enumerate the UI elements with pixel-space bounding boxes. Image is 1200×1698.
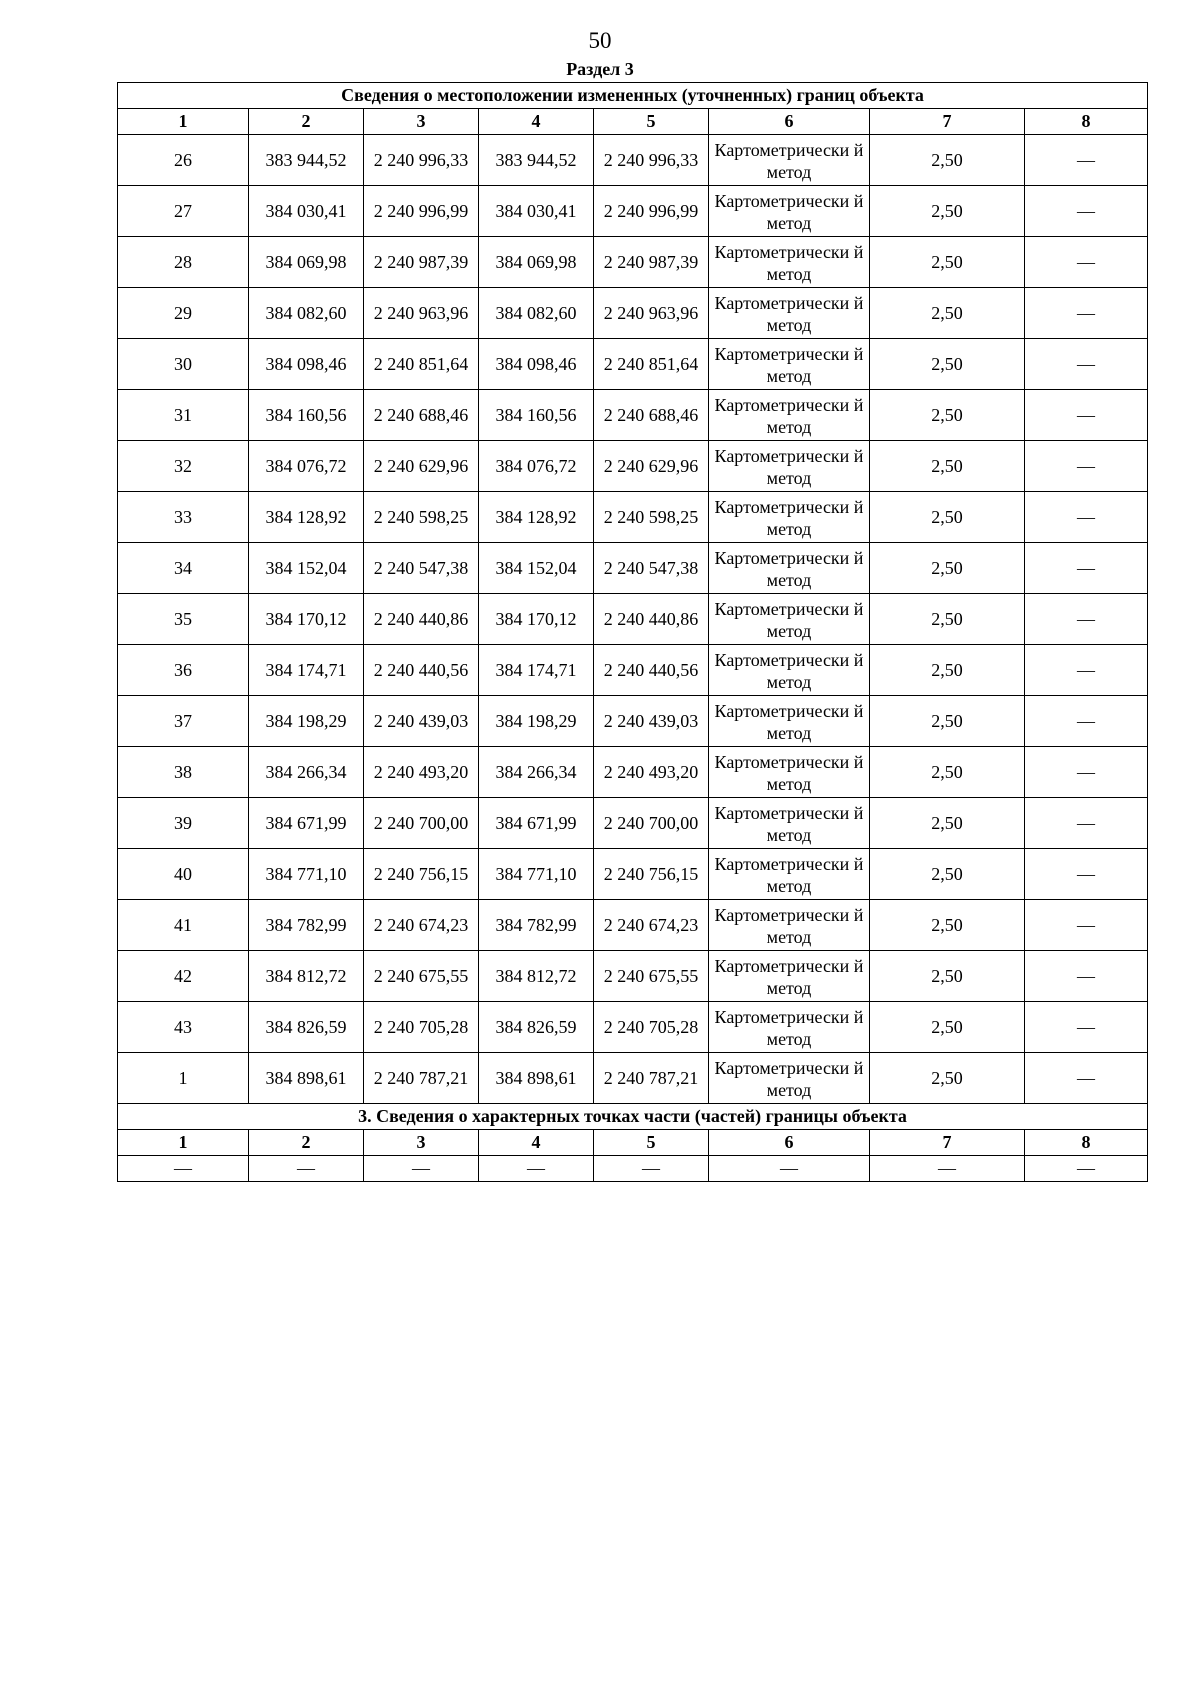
column-number-row [118, 109, 1148, 135]
table-cell-col-6: Картометрически й метод [709, 849, 870, 900]
table-cell-col-3: 2 240 987,39 [364, 237, 479, 288]
table-cell-col-1: 41 [118, 900, 249, 951]
column-number-row-cell-1: 1 [118, 109, 249, 135]
table-cell-col-3: 2 240 996,33 [364, 135, 479, 186]
empty-row [118, 1156, 1148, 1182]
table-row [118, 951, 1148, 1002]
table-cell-col-7: 2,50 [870, 288, 1025, 339]
column-number-row-cell-6: 6 [709, 109, 870, 135]
table-cell-col-2: 384 671,99 [249, 798, 364, 849]
table-cell-col-5: 2 240 547,38 [594, 543, 709, 594]
table-cell-col-7: 2,50 [870, 543, 1025, 594]
table-cell-col-8: — [1025, 492, 1148, 543]
table-cell-col-6: Картометрически й метод [709, 951, 870, 1002]
table-cell-col-4: 384 782,99 [479, 900, 594, 951]
table-cell-col-3: 2 240 547,38 [364, 543, 479, 594]
table-cell-col-1: 36 [118, 645, 249, 696]
table-cell-col-1: 29 [118, 288, 249, 339]
table-row [118, 1002, 1148, 1053]
empty-row-cell-1: — [118, 1156, 249, 1182]
table-cell-col-6: Картометрически й метод [709, 645, 870, 696]
table-row [118, 390, 1148, 441]
table-cell-col-3: 2 240 756,15 [364, 849, 479, 900]
empty-row-cell-3: — [364, 1156, 479, 1182]
column-number-row-cell-3: 3 [364, 109, 479, 135]
table-cell-col-6: Картометрически й метод [709, 900, 870, 951]
table-cell-col-4: 384 812,72 [479, 951, 594, 1002]
table-cell-col-2: 384 160,56 [249, 390, 364, 441]
table-cell-col-6: Картометрически й метод [709, 1053, 870, 1104]
table-cell-col-4: 384 128,92 [479, 492, 594, 543]
table-cell-col-5: 2 240 987,39 [594, 237, 709, 288]
table-cell-col-2: 384 128,92 [249, 492, 364, 543]
table-cell-col-6: Картометрически й метод [709, 288, 870, 339]
table-cell-col-7: 2,50 [870, 1002, 1025, 1053]
table-cell-col-7: 2,50 [870, 237, 1025, 288]
table-cell-col-6: Картометрически й метод [709, 594, 870, 645]
table-cell-col-2: 384 898,61 [249, 1053, 364, 1104]
table-cell-col-1: 34 [118, 543, 249, 594]
table-cell-col-5: 2 240 440,86 [594, 594, 709, 645]
table-cell-col-2: 384 826,59 [249, 1002, 364, 1053]
table-cell-col-5: 2 240 439,03 [594, 696, 709, 747]
empty-row-cell-8: — [1025, 1156, 1148, 1182]
table-cell-col-7: 2,50 [870, 696, 1025, 747]
table-cell-col-5: 2 240 674,23 [594, 900, 709, 951]
table-cell-col-8: — [1025, 186, 1148, 237]
table-cell-col-6: Картометрически й метод [709, 186, 870, 237]
table-cell-col-1: 43 [118, 1002, 249, 1053]
table-cell-col-7: 2,50 [870, 951, 1025, 1002]
column-number-row-2-cell-1: 1 [118, 1130, 249, 1156]
table-cell-col-7: 2,50 [870, 849, 1025, 900]
table-cell-col-3: 2 240 440,56 [364, 645, 479, 696]
table-cell-col-1: 26 [118, 135, 249, 186]
table-cell-col-4: 384 174,71 [479, 645, 594, 696]
column-number-row-2-cell-6: 6 [709, 1130, 870, 1156]
column-number-row-2-cell-2: 2 [249, 1130, 364, 1156]
column-number-row-2-cell-3: 3 [364, 1130, 479, 1156]
column-number-row-cell-7: 7 [870, 109, 1025, 135]
table-row [118, 798, 1148, 849]
table-cell-col-3: 2 240 700,00 [364, 798, 479, 849]
table-cell-col-2: 384 198,29 [249, 696, 364, 747]
table-cell-col-3: 2 240 629,96 [364, 441, 479, 492]
table-cell-col-4: 384 152,04 [479, 543, 594, 594]
table-cell-col-1: 1 [118, 1053, 249, 1104]
table-cell-col-1: 28 [118, 237, 249, 288]
table-row [118, 441, 1148, 492]
table-cell-col-7: 2,50 [870, 798, 1025, 849]
table-cell-col-8: — [1025, 798, 1148, 849]
table-cell-col-5: 2 240 787,21 [594, 1053, 709, 1104]
table-cell-col-6: Картометрически й метод [709, 135, 870, 186]
table-cell-col-3: 2 240 787,21 [364, 1053, 479, 1104]
table-cell-col-8: — [1025, 441, 1148, 492]
table-cell-col-3: 2 240 439,03 [364, 696, 479, 747]
table-cell-col-7: 2,50 [870, 492, 1025, 543]
column-number-row-2-cell-7: 7 [870, 1130, 1025, 1156]
table-cell-col-2: 384 098,46 [249, 339, 364, 390]
table-cell-col-4: 384 170,12 [479, 594, 594, 645]
table-cell-col-7: 2,50 [870, 900, 1025, 951]
table-cell-col-5: 2 240 688,46 [594, 390, 709, 441]
table-row [118, 186, 1148, 237]
table-cell-col-8: — [1025, 390, 1148, 441]
table-cell-col-3: 2 240 493,20 [364, 747, 479, 798]
table-cell-col-3: 2 240 440,86 [364, 594, 479, 645]
table-cell-col-7: 2,50 [870, 747, 1025, 798]
table-cell-col-1: 37 [118, 696, 249, 747]
table-cell-col-7: 2,50 [870, 186, 1025, 237]
table-cell-col-2: 384 030,41 [249, 186, 364, 237]
table-cell-col-7: 2,50 [870, 594, 1025, 645]
table-cell-col-6: Картометрически й метод [709, 339, 870, 390]
table-cell-col-5: 2 240 440,56 [594, 645, 709, 696]
empty-row-cell-2: — [249, 1156, 364, 1182]
table-cell-col-6: Картометрически й метод [709, 390, 870, 441]
empty-row-cell-5: — [594, 1156, 709, 1182]
table-cell-col-5: 2 240 705,28 [594, 1002, 709, 1053]
table-cell-col-3: 2 240 675,55 [364, 951, 479, 1002]
table-row [118, 288, 1148, 339]
table-banner-boundaries [118, 83, 1148, 109]
table-row [118, 900, 1148, 951]
table-cell-col-4: 383 944,52 [479, 135, 594, 186]
table-cell-col-4: 384 160,56 [479, 390, 594, 441]
table-cell-col-8: — [1025, 645, 1148, 696]
table-cell-col-5: 2 240 851,64 [594, 339, 709, 390]
table-cell-col-4: 384 898,61 [479, 1053, 594, 1104]
table-row [118, 849, 1148, 900]
table-cell-col-8: — [1025, 135, 1148, 186]
table-cell-col-8: — [1025, 900, 1148, 951]
table-cell-col-4: 384 266,34 [479, 747, 594, 798]
table-cell-col-8: — [1025, 543, 1148, 594]
table-cell-col-2: 384 152,04 [249, 543, 364, 594]
table-cell-col-8: — [1025, 1053, 1148, 1104]
page-number: 50 [588, 28, 612, 53]
table-cell-col-8: — [1025, 1002, 1148, 1053]
coordinates-table [117, 82, 1148, 1182]
table-cell-col-2: 384 076,72 [249, 441, 364, 492]
table-cell-col-5: 2 240 629,96 [594, 441, 709, 492]
table-cell-col-6: Картометрически й метод [709, 441, 870, 492]
table-cell-col-4: 384 826,59 [479, 1002, 594, 1053]
empty-row-cell-6: — [709, 1156, 870, 1182]
table-cell-col-5: 2 240 996,33 [594, 135, 709, 186]
table-cell-col-1: 39 [118, 798, 249, 849]
table-cell-col-2: 384 812,72 [249, 951, 364, 1002]
table-banner-part-points-cell: 3. Сведения о характерных точках части (частей) границы объекта [118, 1104, 1148, 1130]
table-cell-col-5: 2 240 756,15 [594, 849, 709, 900]
table-row [118, 645, 1148, 696]
column-number-row-2-cell-4: 4 [479, 1130, 594, 1156]
column-number-row-cell-8: 8 [1025, 109, 1148, 135]
table-row [118, 1053, 1148, 1104]
table-cell-col-3: 2 240 688,46 [364, 390, 479, 441]
table-cell-col-1: 42 [118, 951, 249, 1002]
table-cell-col-6: Картометрически й метод [709, 543, 870, 594]
table-cell-col-4: 384 198,29 [479, 696, 594, 747]
column-number-row-cell-2: 2 [249, 109, 364, 135]
table-cell-col-7: 2,50 [870, 135, 1025, 186]
table-cell-col-8: — [1025, 237, 1148, 288]
table-row [118, 594, 1148, 645]
table-cell-col-4: 384 076,72 [479, 441, 594, 492]
table-cell-col-6: Картометрически й метод [709, 492, 870, 543]
table-cell-col-8: — [1025, 594, 1148, 645]
table-cell-col-3: 2 240 851,64 [364, 339, 479, 390]
table-cell-col-3: 2 240 996,99 [364, 186, 479, 237]
table-row [118, 747, 1148, 798]
table-cell-col-5: 2 240 996,99 [594, 186, 709, 237]
table-cell-col-6: Картометрически й метод [709, 696, 870, 747]
table-cell-col-2: 383 944,52 [249, 135, 364, 186]
table-cell-col-5: 2 240 700,00 [594, 798, 709, 849]
table-cell-col-8: — [1025, 747, 1148, 798]
table-cell-col-4: 384 671,99 [479, 798, 594, 849]
table-cell-col-8: — [1025, 288, 1148, 339]
table-cell-col-3: 2 240 598,25 [364, 492, 479, 543]
table-cell-col-5: 2 240 675,55 [594, 951, 709, 1002]
table-cell-col-8: — [1025, 696, 1148, 747]
table-cell-col-1: 35 [118, 594, 249, 645]
table-cell-col-7: 2,50 [870, 339, 1025, 390]
table-cell-col-6: Картометрически й метод [709, 747, 870, 798]
table-cell-col-8: — [1025, 951, 1148, 1002]
table-cell-col-2: 384 782,99 [249, 900, 364, 951]
table-cell-col-3: 2 240 705,28 [364, 1002, 479, 1053]
table-banner-boundaries-cell: Сведения о местоположении измененных (уточненных) границ объекта [118, 83, 1148, 109]
table-cell-col-8: — [1025, 849, 1148, 900]
table-cell-col-2: 384 174,71 [249, 645, 364, 696]
table-cell-col-1: 32 [118, 441, 249, 492]
table-cell-col-2: 384 082,60 [249, 288, 364, 339]
table-cell-col-1: 27 [118, 186, 249, 237]
empty-row-cell-7: — [870, 1156, 1025, 1182]
table-row [118, 339, 1148, 390]
table-row [118, 696, 1148, 747]
table-cell-col-4: 384 030,41 [479, 186, 594, 237]
table-cell-col-6: Картометрически й метод [709, 1002, 870, 1053]
column-number-row-2 [118, 1130, 1148, 1156]
table-row [118, 543, 1148, 594]
table-cell-col-2: 384 170,12 [249, 594, 364, 645]
table-cell-col-7: 2,50 [870, 441, 1025, 492]
table-cell-col-5: 2 240 493,20 [594, 747, 709, 798]
table-cell-col-1: 40 [118, 849, 249, 900]
table-row [118, 237, 1148, 288]
table-cell-col-6: Картометрически й метод [709, 798, 870, 849]
empty-row-cell-4: — [479, 1156, 594, 1182]
table-cell-col-7: 2,50 [870, 390, 1025, 441]
table-cell-col-4: 384 082,60 [479, 288, 594, 339]
table-cell-col-5: 2 240 598,25 [594, 492, 709, 543]
table-cell-col-7: 2,50 [870, 1053, 1025, 1104]
table-cell-col-6: Картометрически й метод [709, 237, 870, 288]
table-row [118, 135, 1148, 186]
column-number-row-2-cell-8: 8 [1025, 1130, 1148, 1156]
table-banner-part-points [118, 1104, 1148, 1130]
table-cell-col-2: 384 266,34 [249, 747, 364, 798]
column-number-row-2-cell-5: 5 [594, 1130, 709, 1156]
table-cell-col-1: 31 [118, 390, 249, 441]
table-cell-col-2: 384 771,10 [249, 849, 364, 900]
table-cell-col-1: 30 [118, 339, 249, 390]
table-cell-col-1: 33 [118, 492, 249, 543]
table-body [118, 83, 1148, 1182]
table-cell-col-3: 2 240 674,23 [364, 900, 479, 951]
table-cell-col-4: 384 771,10 [479, 849, 594, 900]
table-cell-col-3: 2 240 963,96 [364, 288, 479, 339]
column-number-row-cell-5: 5 [594, 109, 709, 135]
section-title: Раздел 3 [566, 59, 634, 79]
table-cell-col-7: 2,50 [870, 645, 1025, 696]
column-number-row-cell-4: 4 [479, 109, 594, 135]
table-cell-col-5: 2 240 963,96 [594, 288, 709, 339]
table-cell-col-4: 384 069,98 [479, 237, 594, 288]
table-cell-col-1: 38 [118, 747, 249, 798]
table-cell-col-4: 384 098,46 [479, 339, 594, 390]
table-cell-col-8: — [1025, 339, 1148, 390]
table-row [118, 492, 1148, 543]
table-cell-col-2: 384 069,98 [249, 237, 364, 288]
